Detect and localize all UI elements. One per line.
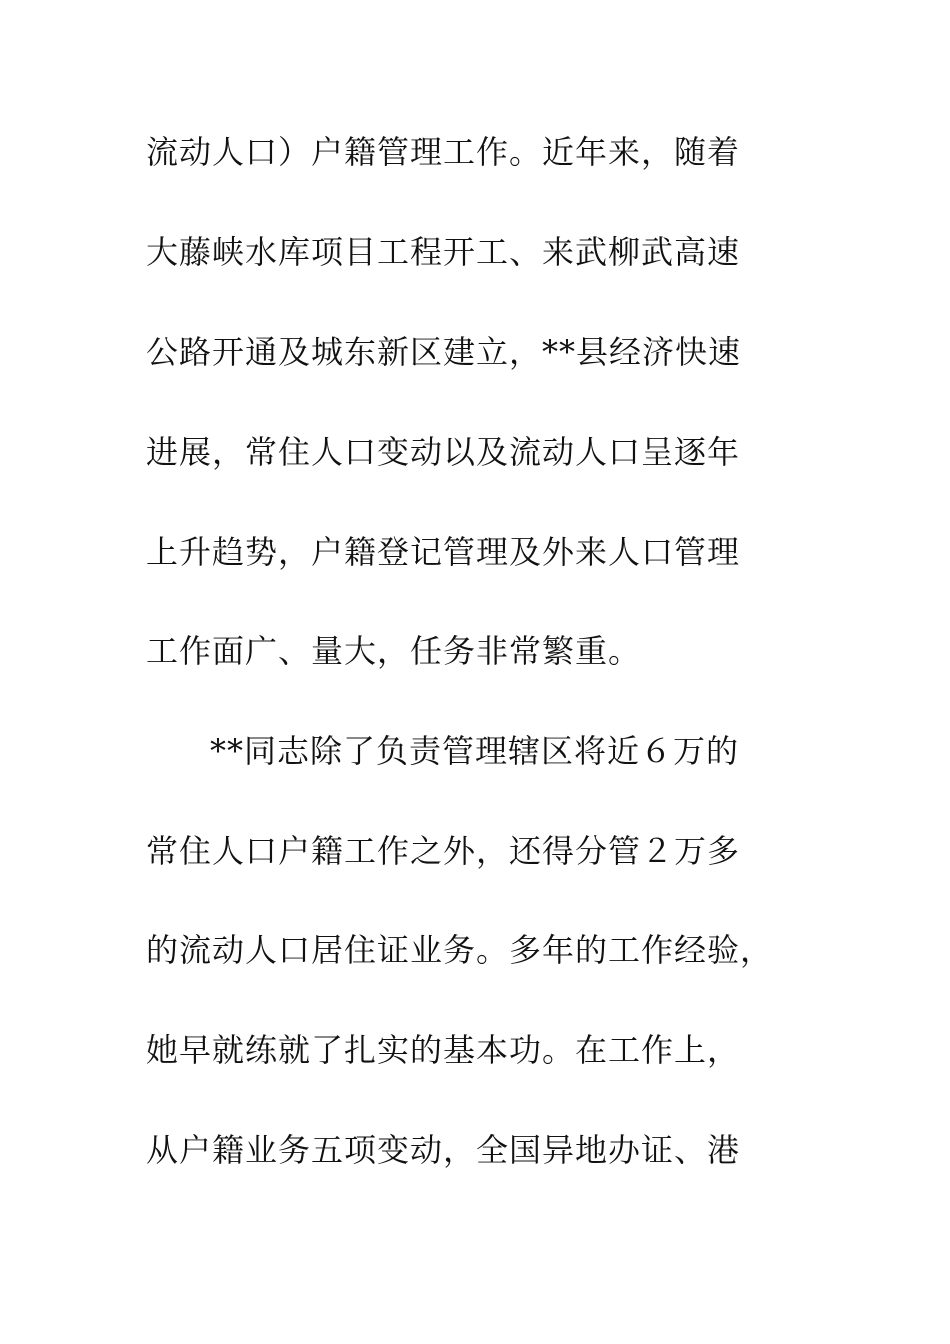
text-line-11: 从户籍业务五项变动，全国异地办证、港	[146, 1131, 741, 1169]
text-line-9: 的流动人口居住证业务。多年的工作经验，	[146, 931, 774, 969]
text-line-3: 公路开通及城东新区建立，**县经济快速	[146, 333, 742, 371]
text-line-5: 上升趋势，户籍登记管理及外来人口管理	[146, 533, 741, 571]
text-line-2: 大藤峡水库项目工程开工、来武柳武高速	[146, 233, 741, 271]
text-line-8: 常住人口户籍工作之外，还得分管２万多	[146, 832, 741, 870]
text-line-10: 她早就练就了扎实的基本功。在工作上，	[146, 1031, 741, 1069]
text-line-6: 工作面广、量大，任务非常繁重。	[146, 632, 642, 670]
text-line-7: **同志除了负责管理辖区将近６万的	[210, 732, 740, 770]
text-line-4: 进展，常住人口变动以及流动人口呈逐年	[146, 433, 741, 471]
text-line-1: 流动人口）户籍管理工作。近年来，随着	[146, 133, 741, 171]
